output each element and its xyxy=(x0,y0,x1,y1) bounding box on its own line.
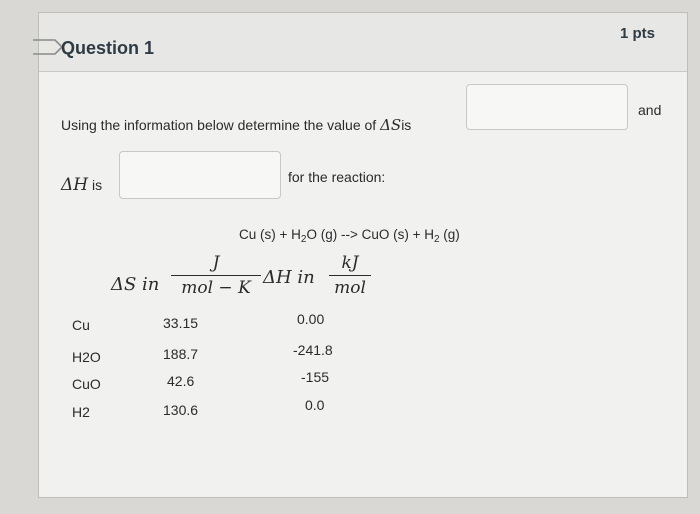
chevron-right-icon xyxy=(31,37,65,57)
table-row-ds: 42.6 xyxy=(167,373,195,389)
delta-h-unit-fraction: kJ mol xyxy=(329,253,371,298)
delta-s-answer-input[interactable] xyxy=(466,84,628,130)
table-row-ds: 33.15 xyxy=(163,315,199,331)
prompt-text: Using the information below determine the value of ΔSis xyxy=(61,116,412,134)
and-label: and xyxy=(638,102,662,118)
question-header xyxy=(39,13,687,72)
delta-h-symbol: ΔH xyxy=(61,175,89,195)
delta-s-unit-fraction: J mol − K xyxy=(171,253,261,298)
delta-s-unit-label: ΔS in xyxy=(111,274,160,295)
reaction-equation: Cu $(s) + H_2O$ (g) --> CuO $(s) + H_2$ (g) xyxy=(239,227,460,245)
table-row-dh: -241.8 xyxy=(293,342,333,358)
table-row-ds: 130.6 xyxy=(163,402,199,418)
table-row-species: CuO xyxy=(72,376,101,392)
delta-h-label: ΔH is xyxy=(61,175,103,195)
question-title: Question 1 xyxy=(61,38,155,58)
question-points: 1 pts xyxy=(619,25,655,42)
for-reaction-label: for the reaction: xyxy=(288,169,386,185)
table-row-species: H2 xyxy=(72,404,90,420)
table-row-species: Cu xyxy=(72,317,90,333)
table-row-species: H2O xyxy=(72,349,101,365)
delta-h-answer-input[interactable] xyxy=(119,151,281,199)
delta-s-symbol: ΔS xyxy=(380,116,402,134)
delta-h-unit-label: ΔH in xyxy=(263,267,315,288)
table-row-ds: 188.7 xyxy=(163,346,199,362)
table-row-dh: 0.00 xyxy=(297,311,325,327)
table-row-dh: 0.0 xyxy=(305,397,325,413)
table-row-dh: -155 xyxy=(301,369,330,385)
question-card xyxy=(38,12,688,498)
